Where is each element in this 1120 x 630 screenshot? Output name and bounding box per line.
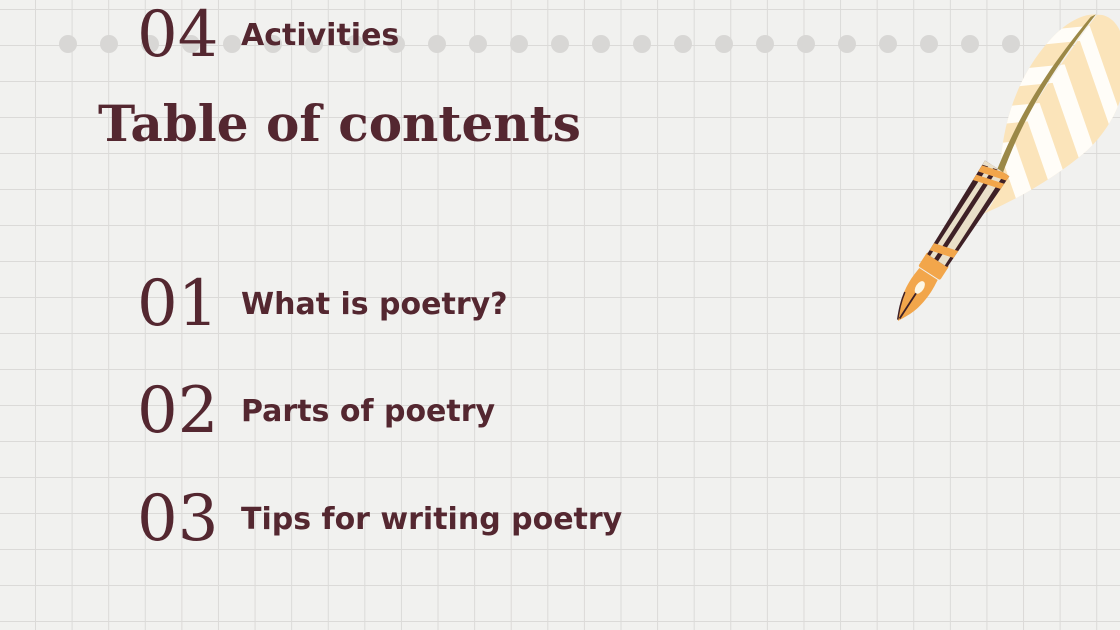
toc-item-label: Tips for writing poetry [241,501,623,537]
toc-item-01[interactable] [137,269,508,339]
quill-pen-icon [845,0,1120,340]
toc-item-02[interactable] [137,376,495,446]
dot [756,35,774,53]
toc-item-number: 02 [137,374,219,448]
dot [592,35,610,53]
page-title: Table of contents [98,93,581,153]
toc-item-number: 04 [137,0,219,72]
dot [428,35,446,53]
dot [551,35,569,53]
dot [715,35,733,53]
dot [797,35,815,53]
dot [674,35,692,53]
toc-item-number: 03 [137,482,219,556]
dot [59,35,77,53]
toc-item-label: What is poetry? [241,286,508,322]
toc-item-03[interactable] [137,484,622,554]
toc-item-number: 01 [137,267,219,341]
toc-item-04[interactable] [137,0,399,70]
toc-item-label: Activities [241,17,400,53]
dot [469,35,487,53]
toc-item-label: Parts of poetry [241,393,496,429]
dot [510,35,528,53]
dot [633,35,651,53]
dot [100,35,118,53]
